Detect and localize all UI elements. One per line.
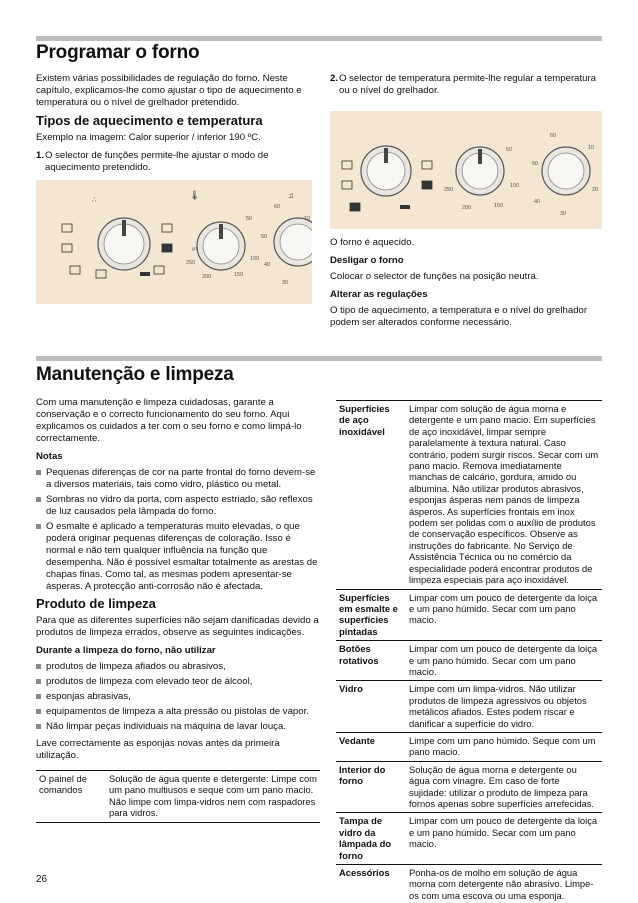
oven-control-panel-svg xyxy=(36,180,312,304)
note-item: O esmalte é aplicado a temperaturas muito elevadas, o que poderá originar pequenas diferenças de coloração. Isso é normal e não tem qualquer influência na função que desempenha. Não é possível esmaltar totalmente as arestas de chapas finas. Como tal, as mesmas podem apresentar-se ásperas. A protecção anti-corrosão não é afectada. xyxy=(36,521,320,593)
surface-label: Superfícies de aço inoxidável xyxy=(336,401,406,590)
temp-tick-150: 150 xyxy=(494,203,504,209)
mode-icon xyxy=(350,203,360,211)
timer-tick-40: 40 xyxy=(534,199,541,205)
function-knob-2 xyxy=(342,146,432,211)
timer-knob xyxy=(261,191,312,286)
dont-item: Não limpar peças individuais na máquina de lavar louça. xyxy=(36,721,320,733)
mode-icon xyxy=(162,244,172,252)
alter-title: Alterar as regulações xyxy=(330,289,428,300)
care-instruction: Ponha-os de molho em solução de água morna com detergente não abrasivo. Limpe-os com uma escova ou uma esponja. xyxy=(406,865,602,903)
dont-item: esponjas abrasivas, xyxy=(36,691,320,703)
section-title-manutencao: Manutenção e limpeza xyxy=(36,364,234,385)
timer-tick-10: 10 xyxy=(304,216,311,222)
timer-tick-40: 40 xyxy=(264,262,271,268)
middle-rule xyxy=(36,356,602,361)
sponge-note: Lave correctamente as esponjas novas antes da primeira utilização. xyxy=(36,738,280,761)
table-row xyxy=(336,589,602,641)
timer-tick-50: 50 xyxy=(532,161,539,167)
surface-label: Acessórios xyxy=(336,865,406,903)
temp-tick-200: 200 xyxy=(202,274,212,280)
timer-tick-60: 60 xyxy=(274,204,281,210)
temperature-knob xyxy=(186,190,259,280)
table-row xyxy=(336,865,602,903)
dont-list xyxy=(36,661,320,733)
oven-control-panel-svg-2 xyxy=(330,111,602,229)
mode-icon xyxy=(154,266,164,274)
off-title: Desligar o forno xyxy=(330,255,404,266)
section1-right-column xyxy=(330,73,602,335)
surface-label: Vedante xyxy=(336,732,406,761)
timer-tick-30: 30 xyxy=(560,211,567,217)
care-instruction: Solução de água morna e detergente ou água com vinagre. Em caso de forte sujidade: utilizar o produto de limpeza para fornos apenas sobre superfícies arrefecidas. xyxy=(406,761,602,813)
surface-label: Interior do forno xyxy=(336,761,406,813)
timer-tick-60: 60 xyxy=(550,133,557,139)
temperature-knob-2 xyxy=(444,147,519,211)
step-1: 1. O selector de funções permite-lhe ajustar o modo de aquecimento pretendido. xyxy=(36,150,269,173)
table-row xyxy=(336,761,602,813)
temp-tick-100: 100 xyxy=(250,256,260,262)
section-title-programar: Programar o forno xyxy=(36,42,200,63)
surface-label: Botões rotativos xyxy=(336,641,406,681)
heating-types-title: Tipos de aquecimento e temperatura xyxy=(36,113,263,128)
care-instruction: Limpe com um pano húmido. Seque com um pano macio. xyxy=(406,732,602,761)
temp-tick-100: 100 xyxy=(510,183,520,189)
table-row xyxy=(36,771,320,823)
note-item: Sombras no vidro da porta, com aspecto estriado, são reflexos de luz causados pela lâmpada do forno. xyxy=(36,494,320,518)
alter-text: O tipo de aquecimento, a temperatura e o nível do grelhador podem ser alterados conforme necessário. xyxy=(330,305,588,328)
surface-label: Superfícies em esmalte e superfícies pintadas xyxy=(336,589,406,641)
surface-label: Vidro xyxy=(336,681,406,733)
bell-icon: ♫ xyxy=(288,191,294,200)
top-rule xyxy=(36,36,602,41)
mode-icon xyxy=(422,161,432,169)
product-intro: Para que as diferentes superfícies não sejam danificadas devido a produtos de limpeza errados, observe as seguintes indicações. xyxy=(36,615,319,638)
mode-icon xyxy=(162,224,172,232)
surface-label: Tampa de vidro da lâmpada do forno xyxy=(336,813,406,865)
panel-care-table xyxy=(36,770,320,823)
timer-tick-20: 20 xyxy=(592,187,599,193)
page-number: 26 xyxy=(36,874,48,885)
temp-tick-250: 250 xyxy=(186,260,196,266)
surface-label: O painel de comandos xyxy=(36,771,106,823)
thermometer-icon: 🌡 xyxy=(189,190,201,200)
temp-tick-250: 250 xyxy=(444,187,454,193)
timer-tick-30: 30 xyxy=(282,280,289,286)
off-text: Colocar o selector de funções na posição neutra. xyxy=(330,271,539,282)
timer-tick-50: 50 xyxy=(261,234,268,240)
section1-left-column xyxy=(36,73,312,312)
function-knob xyxy=(62,197,172,278)
fan-mode-icon xyxy=(70,266,80,274)
control-panel-illustration-2 xyxy=(330,111,602,229)
product-title: Produto de limpeza xyxy=(36,596,156,611)
table-row xyxy=(336,401,602,590)
care-instruction: Solução de água quente e detergente: Limpe com um pano multiusos e seque com um pano macio. Não limpe com limpa-vidros nem com raspadores para vidros. xyxy=(106,771,320,823)
timer-tick-10: 10 xyxy=(588,145,595,151)
care-instruction: Limpar com um pouco de detergente da loiça e um pano húmido. Secar com um pano macio. xyxy=(406,641,602,681)
temp-tick-150: 150 xyxy=(234,272,244,278)
mode-icon xyxy=(62,244,72,252)
section1-intro: Existem várias possibilidades de regulação do forno. Neste capítulo, explicamos-lhe como ajustar o tipo de aquecimento e temperatura ou o nível de grelhador pretendido. xyxy=(36,73,302,108)
mode-icon xyxy=(96,270,106,278)
control-panel-illustration-1 xyxy=(36,180,312,304)
section2-intro: Com uma manutenção e limpeza cuidadosas, garante a conservação e o correcto funcionamento do seu forno. Aqui explicamos os cuidados a ter com o seu forno e como limpá-lo correctamente. xyxy=(36,397,302,444)
care-instruction: Limpar com um pouco de detergente da loiça e um pano húmido. Secar com um pano macio. xyxy=(406,589,602,641)
care-instruction: Limpar com solução de água morna e detergente e um pano macio. Em superfícies de aço inoxidável, limpar sempre paralelamente à textura natural. Caso contrário, podem surgir riscos. Secar com um pano macio. Remova imediatamente manchas de calcário, gordura, amido ou albumina. Não utilizar produtos abrasivos, esponjas ásperas nem panos de limpeza ásperos. As superfícies frontais em inox podem ser polidas com o auxílio de produtos de conservação específicos. Observe as instruções do fabricante. No Serviço de Assistência Técnica ou no comércio da especialidade poderá encontrar produtos de limpeza especiais para aço inoxidável. xyxy=(406,401,602,590)
note-item: Pequenas diferenças de cor na parte frontal do forno devem-se a diversos materiais, tais como vidro, plástico ou metal. xyxy=(36,467,320,491)
timer-knob-2 xyxy=(532,133,598,217)
mode-icon xyxy=(422,181,432,189)
heating-text: O forno é aquecido. xyxy=(330,237,415,248)
dont-item: produtos de limpeza afiados ou abrasivos, xyxy=(36,661,320,673)
table-row xyxy=(336,681,602,733)
dont-item: equipamentos de limpeza a alta pressão ou pistolas de vapor. xyxy=(36,706,320,718)
example-text: Exemplo na imagem: Calor superior / inferior 190 ºC. xyxy=(36,132,261,143)
notes-title: Notas xyxy=(36,451,63,462)
temp-tick-200: 200 xyxy=(462,205,472,211)
care-table xyxy=(336,400,602,903)
mode-icon xyxy=(62,224,72,232)
care-instruction: Limpar com um pouco de detergente da loiça e um pano húmido. Secar com um pano macio. xyxy=(406,813,602,865)
light-icon: ∴ xyxy=(92,197,97,204)
mode-icon xyxy=(342,181,352,189)
care-instruction: Limpe com um limpa-vidros. Não utilizar produtos de limpeza agressivos ou objetos metálicos afiados. Estes podem riscar e danificar a superfície do vidro. xyxy=(406,681,602,733)
dont-title: Durante a limpeza do forno, não utilizar xyxy=(36,645,216,656)
step-2: 2. O selector de temperatura permite-lhe regular a temperatura ou o nível do grelhador. xyxy=(330,73,597,96)
mode-icon xyxy=(140,272,150,276)
mode-icon xyxy=(400,205,410,209)
temp-tick-50: 50 xyxy=(506,147,513,153)
table-row xyxy=(336,732,602,761)
section2-left-column xyxy=(36,397,320,823)
table-row xyxy=(336,641,602,681)
dont-item: produtos de limpeza com elevado teor de álcool, xyxy=(36,676,320,688)
grill-label: gril xyxy=(192,246,199,251)
table-row xyxy=(336,813,602,865)
section2-right-column xyxy=(336,400,602,903)
notes-list xyxy=(36,467,320,593)
temp-tick-50: 50 xyxy=(246,216,253,222)
mode-icon xyxy=(342,161,352,169)
